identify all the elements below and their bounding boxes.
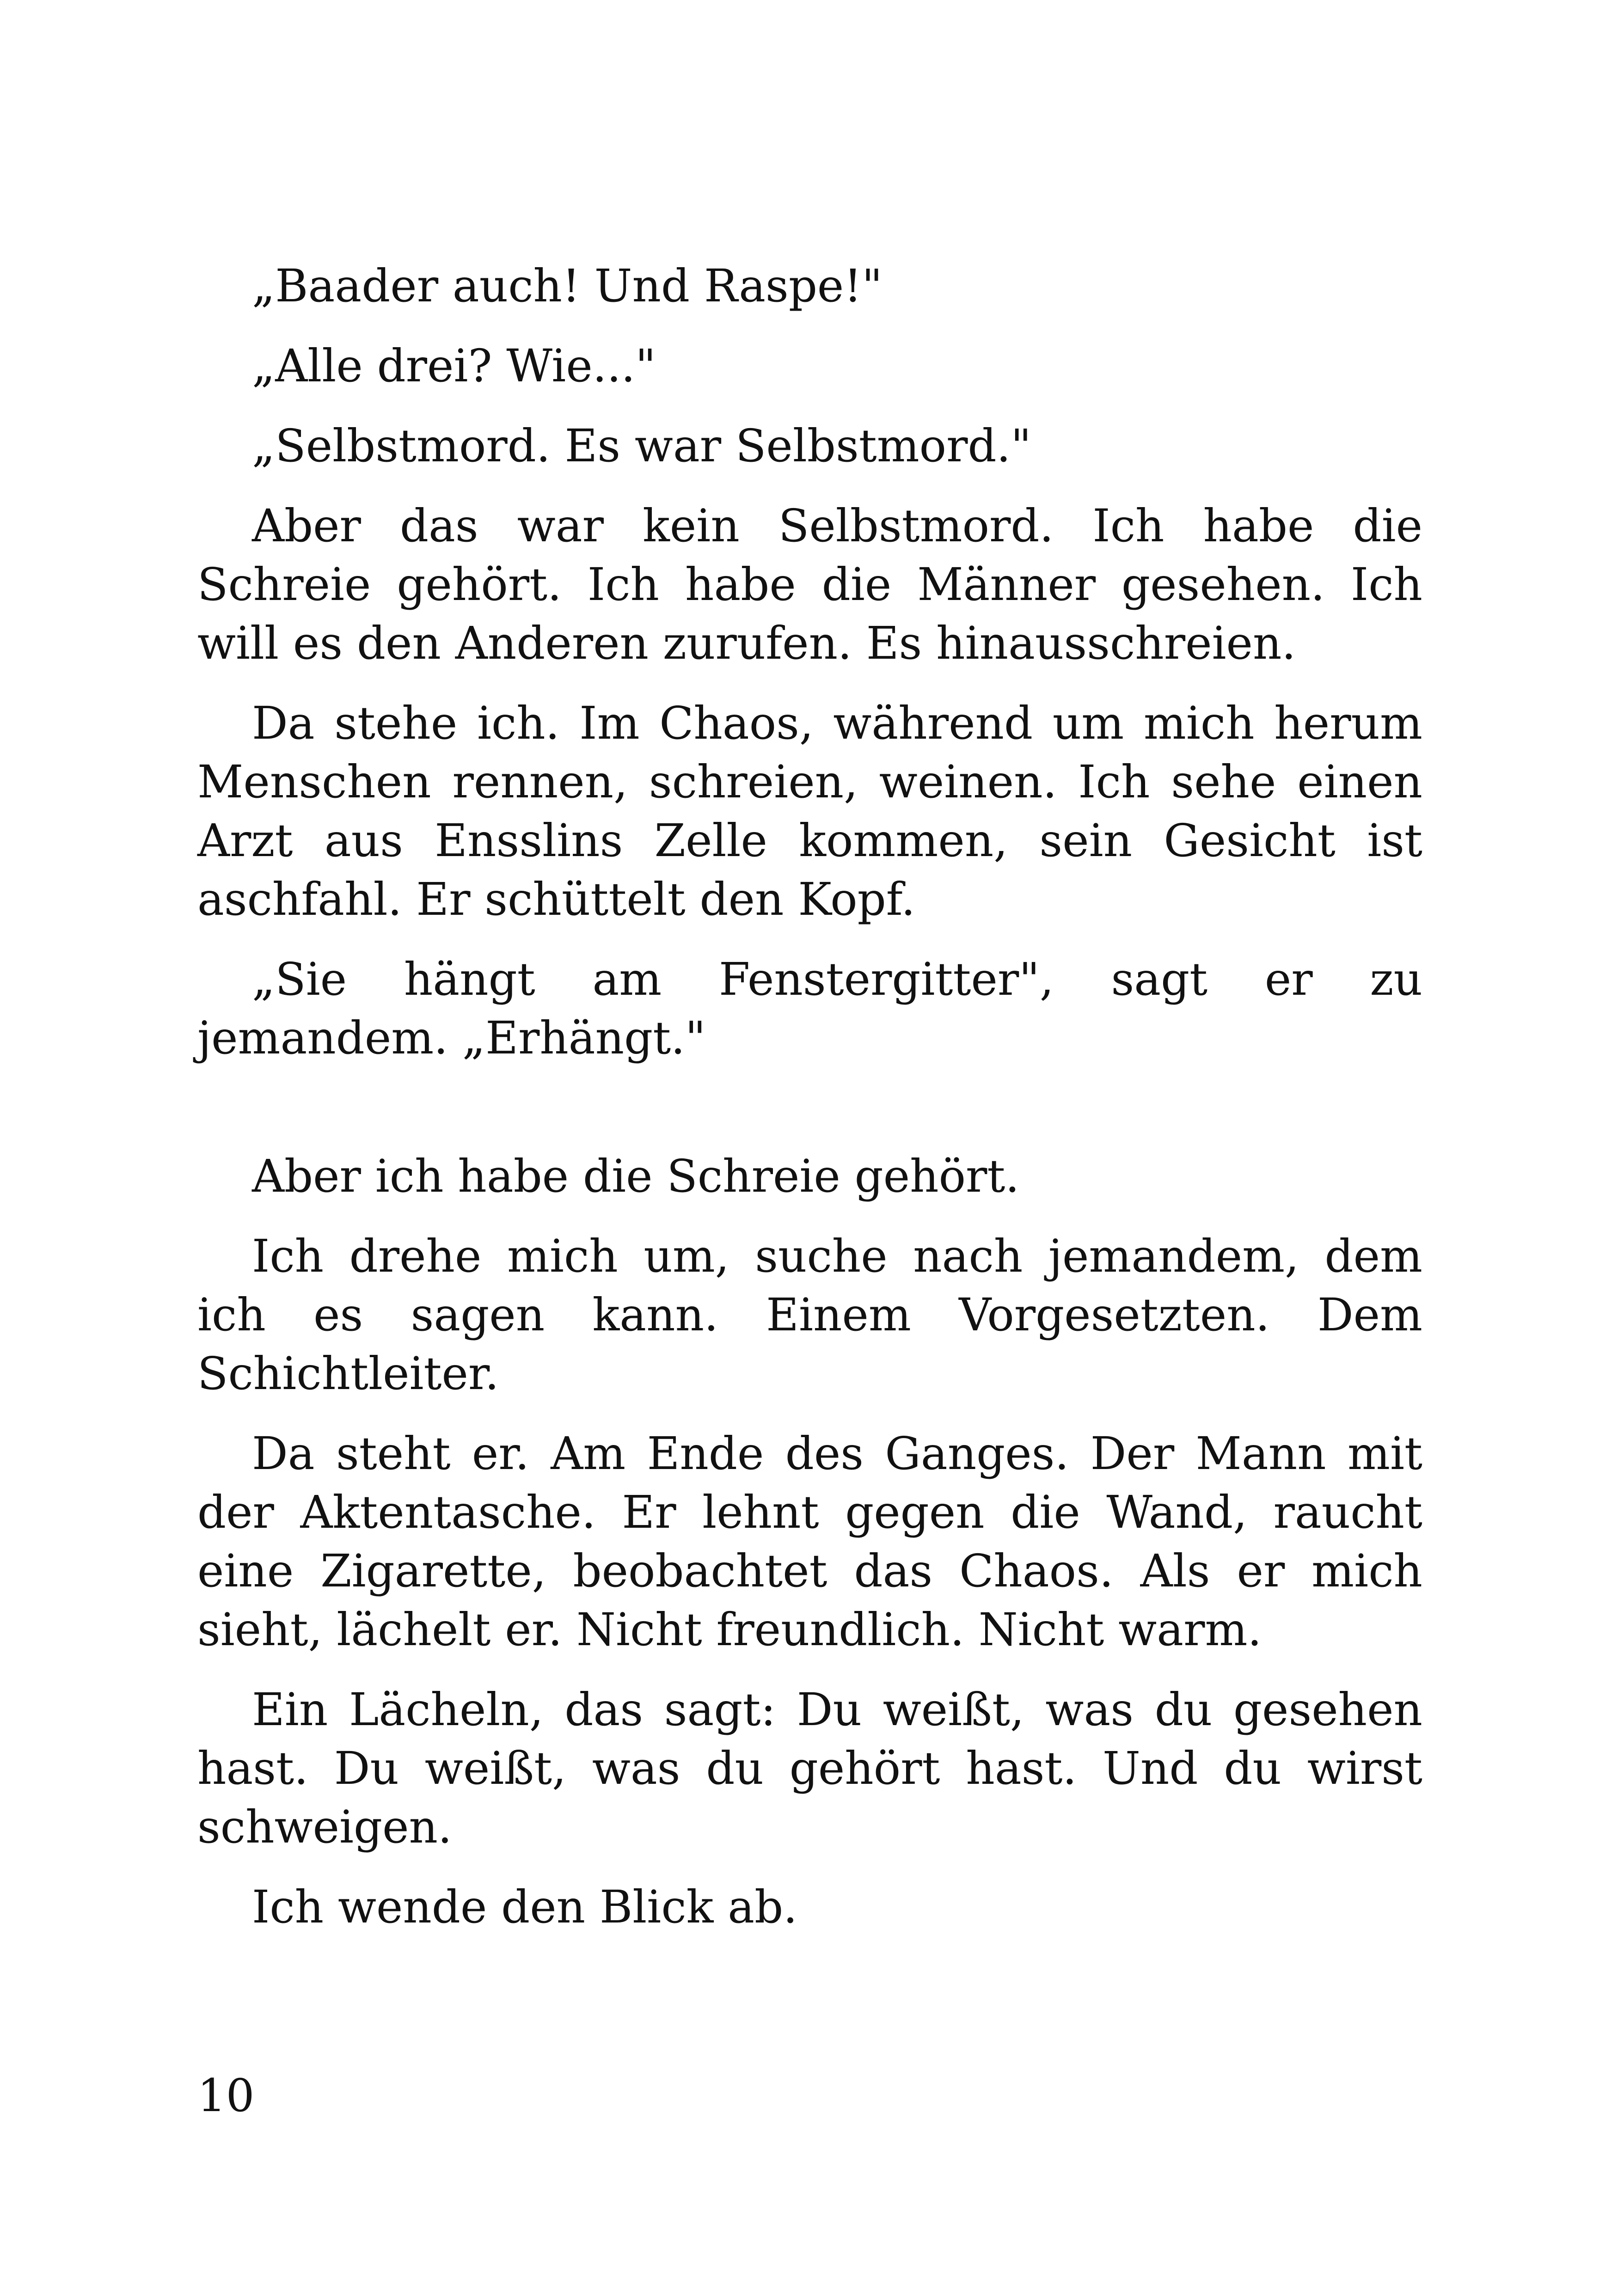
page-number: 10 [197, 2069, 255, 2122]
paragraph-blick-ab: Ich wende den Blick ab. [252, 1881, 798, 1933]
paragraph-laecheln: Ein Lächeln, das sagt: Du weißt, was du gesehen hast. Du weißt, was du gehört hast. Und du wirst schweigen. [197, 1684, 1422, 1853]
paragraph-dialogue-selbstmord: „Selbstmord. Es war Selbstmord." [252, 420, 1031, 472]
body-text [197, 257, 1422, 1958]
paragraph-kein-selbstmord: Aber das war kein Selbstmord. Ich habe die Schreie gehört. Ich habe die Männer gesehen. Ich will es den Anderen zurufen. Es hinausschreien. [197, 500, 1422, 669]
paragraph-dialogue-alle-drei: „Alle drei? Wie..." [252, 340, 656, 392]
paragraph-dialogue-baader: „Baader auch! Und Raspe!" [252, 260, 883, 312]
paragraph-fenstergitter: „Sie hängt am Fenstergitter", sagt er zu jemandem. „Erhängt." [197, 953, 1422, 1064]
paragraph-chaos: Da stehe ich. Im Chaos, während um mich herum Menschen rennen, schreien, weinen. Ich sehe einen Arzt aus Ensslins Zelle kommen, sein Gesicht ist aschfahl. Er schüttelt den Kopf. [197, 697, 1422, 925]
paragraph-schreie-gehoert: Aber ich habe die Schreie gehört. [252, 1150, 1020, 1202]
paragraph-drehe-mich-um: Ich drehe mich um, suche nach jemandem, dem ich es sagen kann. Einem Vorgesetzten. Dem Schichtleiter. [197, 1230, 1422, 1400]
paragraph-mann-mit-aktentasche: Da steht er. Am Ende des Ganges. Der Mann mit der Aktentasche. Er lehnt gegen die Wand, raucht eine Zigarette, beobachtet das Chaos. Als er mich sieht, lächelt er. Nicht freundlich. Nicht warm. [197, 1427, 1422, 1656]
